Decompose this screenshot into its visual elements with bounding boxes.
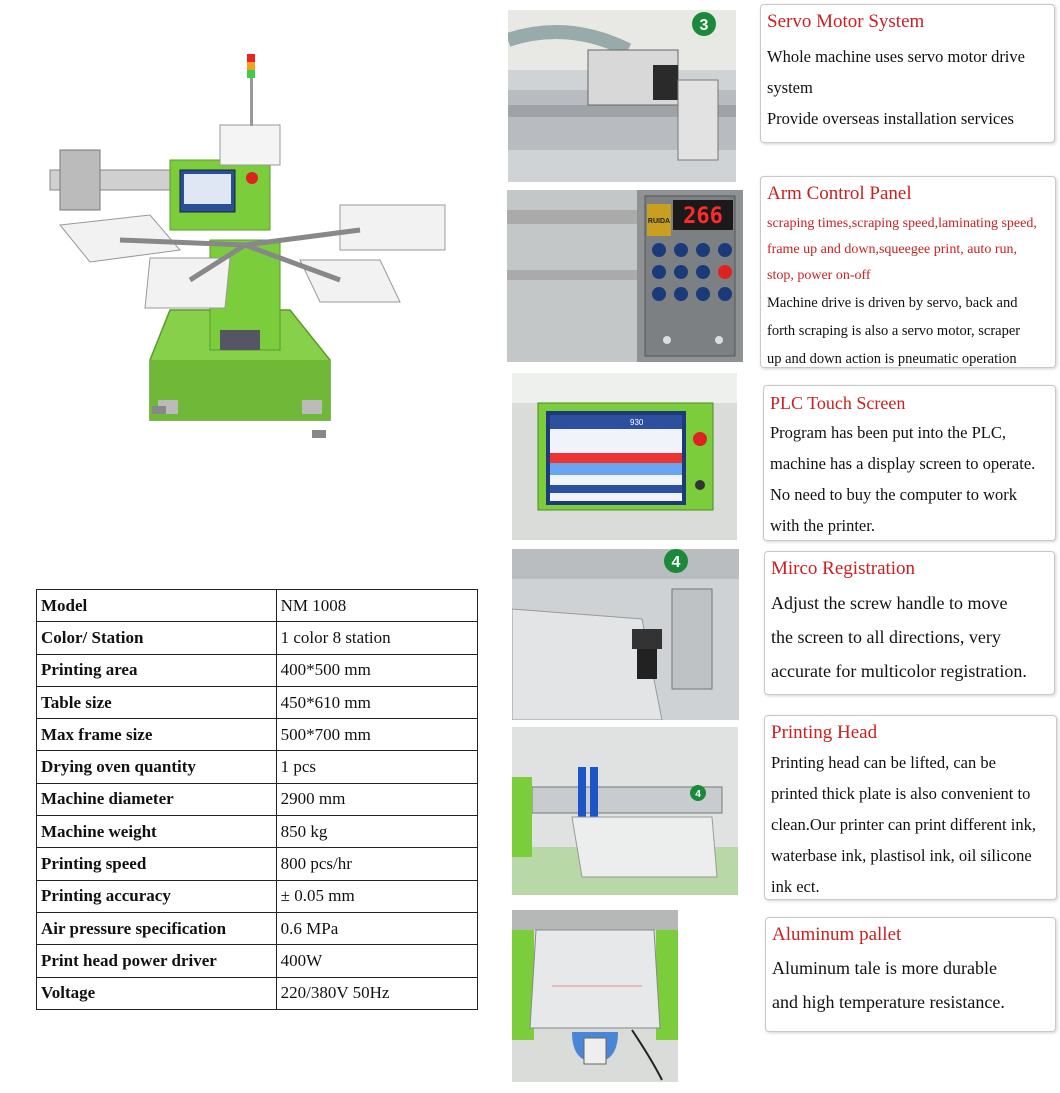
feature-title: Servo Motor System xyxy=(767,11,925,32)
feature-text-line: up and down action is pneumatic operation xyxy=(767,351,1017,367)
arm-control-panel-photo xyxy=(507,190,743,362)
spec-key: Max frame size xyxy=(37,719,277,751)
feature-text-line: ink ect. xyxy=(771,877,820,896)
machine-illustration xyxy=(40,40,480,460)
feature-text-line: with the printer. xyxy=(770,516,875,535)
feature-text-line: Provide overseas installation services xyxy=(767,109,1014,128)
feature-plc-touch-screen xyxy=(763,385,1056,541)
spec-value: 400*500 mm xyxy=(276,654,477,686)
feature-text-line: Program has been put into the PLC, xyxy=(770,423,1007,442)
table-row xyxy=(37,848,478,880)
feature-arm-control-panel xyxy=(760,176,1056,368)
panel-brand: RUIDA xyxy=(647,218,671,225)
spec-value: 450*610 mm xyxy=(276,686,477,718)
plc-touch-screen-photo xyxy=(512,373,737,540)
spec-key: Model xyxy=(37,590,277,622)
table-row xyxy=(37,622,478,654)
spec-key: Machine weight xyxy=(37,816,277,848)
spec-key: Color/ Station xyxy=(37,622,277,654)
spec-key: Print head power driver xyxy=(37,945,277,977)
spec-key: Table size xyxy=(37,686,277,718)
spec-value: ± 0.05 mm xyxy=(276,880,477,912)
spec-value: 2900 mm xyxy=(276,783,477,815)
table-row xyxy=(37,654,478,686)
feature-printing-head xyxy=(764,715,1057,900)
feature-text-line: Aluminum tale is more durable xyxy=(772,958,997,978)
table-row xyxy=(37,977,478,1009)
feature-text-line: machine has a display screen to operate. xyxy=(770,454,1036,473)
table-row xyxy=(37,783,478,815)
spec-key: Printing accuracy xyxy=(37,880,277,912)
feature-text-line: accurate for multicolor registration. xyxy=(771,661,1027,681)
feature-text-line: the screen to all directions, very xyxy=(771,627,1001,647)
feature-text-line: Machine drive is driven by servo, back and xyxy=(767,295,1018,311)
spec-key: Voltage xyxy=(37,977,277,1009)
feature-title: Aluminum pallet xyxy=(772,924,902,945)
feature-text-line: Whole machine uses servo motor drive xyxy=(767,47,1025,66)
spec-table xyxy=(36,589,478,1010)
table-row xyxy=(37,945,478,977)
feature-text-line: forth scraping is also a servo motor, scraper xyxy=(767,323,1021,339)
table-row xyxy=(37,912,478,944)
step-badge-4: 4 xyxy=(671,554,681,571)
spec-value: 850 kg xyxy=(276,816,477,848)
screen-value: 930 xyxy=(630,418,644,427)
table-row xyxy=(37,719,478,751)
feature-red-line: scraping times,scraping speed,laminating speed, xyxy=(767,216,1037,231)
feature-aluminum-pallet xyxy=(765,917,1056,1032)
spec-value: 800 pcs/hr xyxy=(276,848,477,880)
aluminum-pallet-photo xyxy=(512,910,678,1082)
step-badge-3: 3 xyxy=(699,17,709,34)
feature-text-line: No need to buy the computer to work xyxy=(770,485,1017,504)
table-row xyxy=(37,686,478,718)
micro-registration-photo xyxy=(512,549,739,720)
spec-key: Printing speed xyxy=(37,848,277,880)
step-badge-4-head: 4 xyxy=(695,789,701,800)
spec-value: 220/380V 50Hz xyxy=(276,977,477,1009)
feature-servo-motor xyxy=(760,4,1055,143)
spec-value: 0.6 MPa xyxy=(276,912,477,944)
table-row xyxy=(37,880,478,912)
spec-key: Drying oven quantity xyxy=(37,751,277,783)
feature-text-line: printed thick plate is also convenient to xyxy=(771,784,1031,803)
spec-value: 1 pcs xyxy=(276,751,477,783)
feature-text-line: Printing head can be lifted, can be xyxy=(771,753,996,772)
spec-key: Printing area xyxy=(37,654,277,686)
spec-value: NM 1008 xyxy=(276,590,477,622)
feature-text-line: clean.Our printer can print different ink, xyxy=(771,815,1036,834)
feature-title: Mirco Registration xyxy=(771,558,916,579)
spec-value: 500*700 mm xyxy=(276,719,477,751)
feature-text-line: system xyxy=(767,78,813,97)
feature-red-line: frame up and down,squeegee print, auto run, xyxy=(767,242,1017,257)
feature-title: Printing Head xyxy=(771,722,878,743)
table-row xyxy=(37,816,478,848)
spec-value: 1 color 8 station xyxy=(276,622,477,654)
servo-motor-photo xyxy=(508,10,736,182)
feature-micro-registration xyxy=(764,551,1055,695)
spec-value: 400W xyxy=(276,945,477,977)
panel-display: 266 xyxy=(683,204,723,229)
table-row xyxy=(37,590,478,622)
table-row xyxy=(37,751,478,783)
printing-head-photo xyxy=(512,727,738,895)
spec-key: Air pressure specification xyxy=(37,912,277,944)
spec-key: Machine diameter xyxy=(37,783,277,815)
feature-title: PLC Touch Screen xyxy=(770,393,906,413)
feature-title: Arm Control Panel xyxy=(767,183,912,204)
feature-text-line: waterbase ink, plastisol ink, oil silicone xyxy=(771,846,1032,865)
feature-red-line: stop, power on-off xyxy=(767,268,871,283)
feature-text-line: and high temperature resistance. xyxy=(772,992,1005,1012)
feature-text-line: Adjust the screw handle to move xyxy=(771,593,1008,613)
